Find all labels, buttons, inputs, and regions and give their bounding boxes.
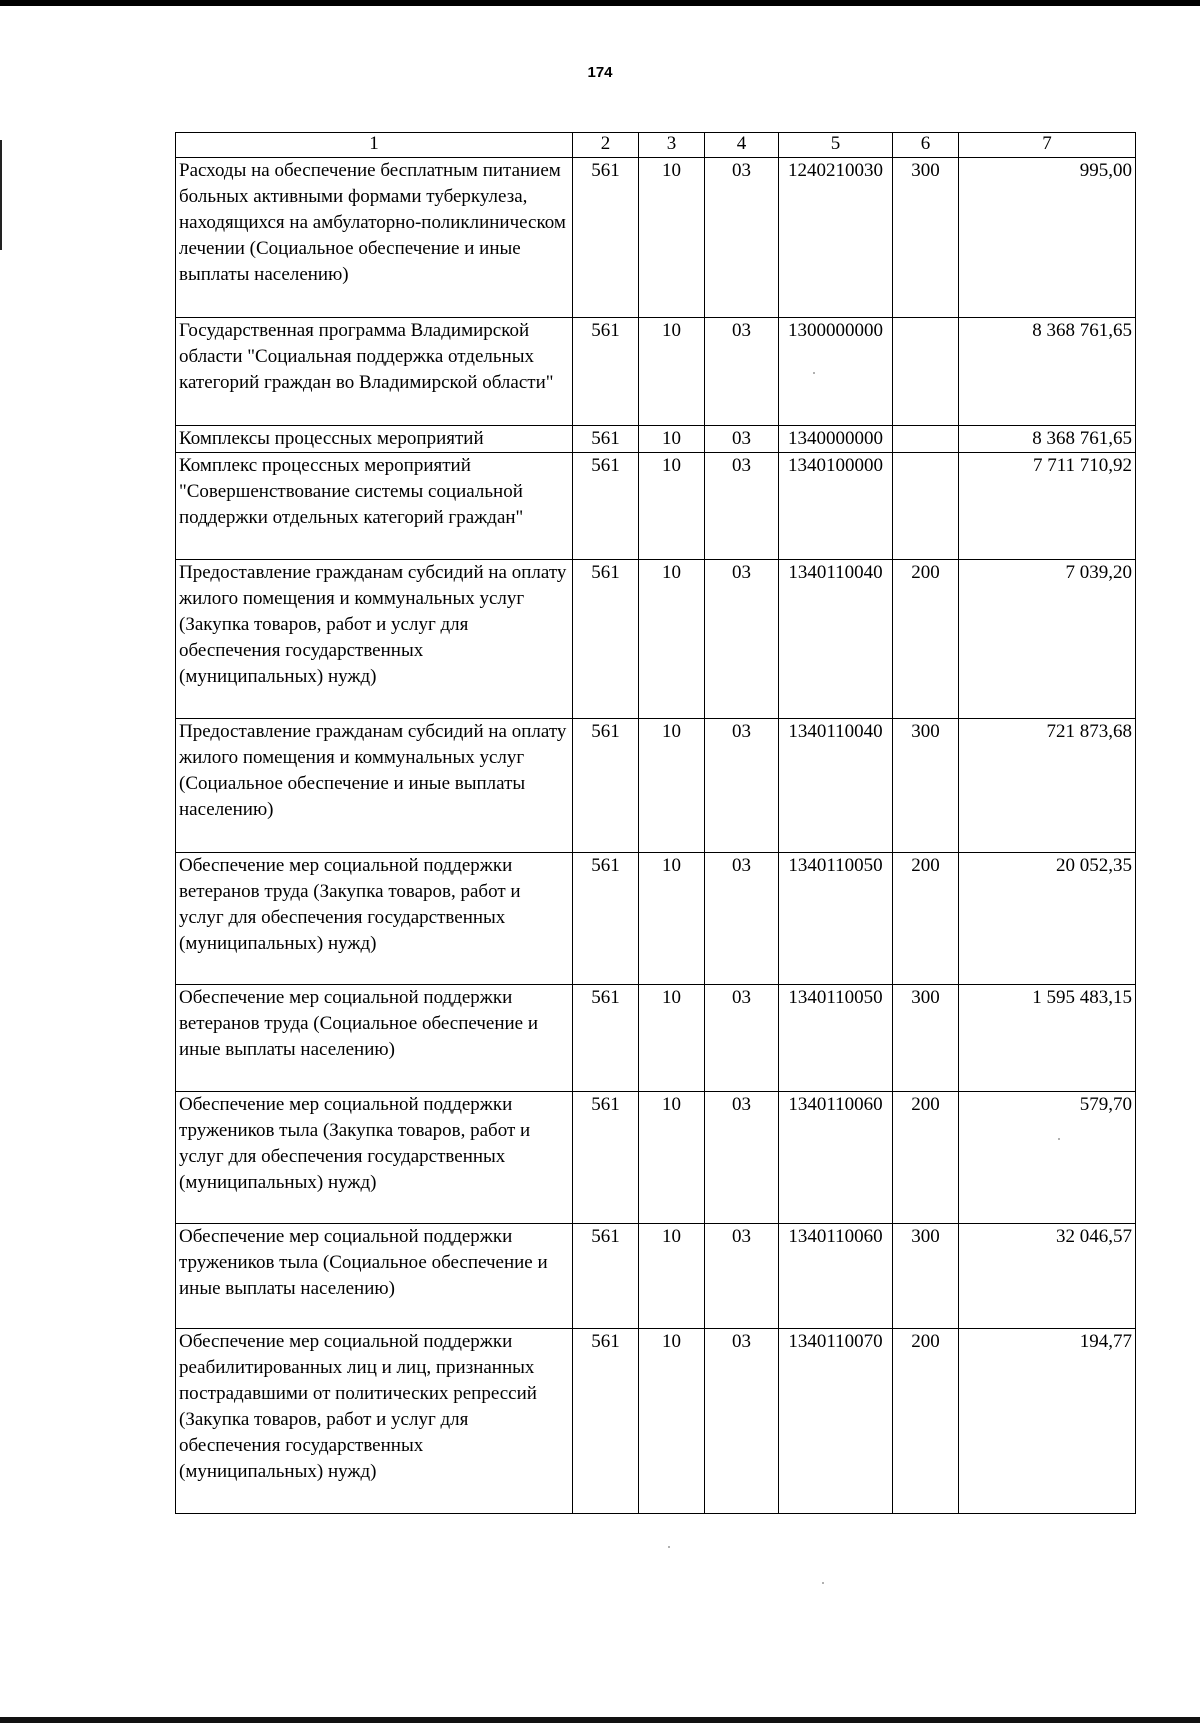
row-code-2: 561 xyxy=(573,426,639,453)
row-code-3: 10 xyxy=(639,1224,705,1329)
row-code-6 xyxy=(893,453,959,560)
row-code-5: 1340110050 xyxy=(779,853,893,985)
row-code-3: 10 xyxy=(639,853,705,985)
row-code-4: 03 xyxy=(705,853,779,985)
header-row xyxy=(176,133,1136,158)
table-row xyxy=(176,426,1136,453)
row-code-6: 300 xyxy=(893,985,959,1092)
row-amount: 721 873,68 xyxy=(959,719,1136,853)
row-name: Расходы на обеспечение бесплатным питанием больных активными формами туберкулеза, находящихся на амбулаторно-поликлиническом лечении (Социальное обеспечение и иные выплаты населению) xyxy=(176,158,573,318)
row-code-6: 200 xyxy=(893,1092,959,1224)
scan-speck xyxy=(822,1582,824,1584)
row-code-4: 03 xyxy=(705,985,779,1092)
row-amount: 8 368 761,65 xyxy=(959,318,1136,426)
row-amount: 32 046,57 xyxy=(959,1224,1136,1329)
row-code-4: 03 xyxy=(705,318,779,426)
row-name: Обеспечение мер социальной поддержки тружеников тыла (Закупка товаров, работ и услуг для обеспечения государственных (муниципальных) нужд) xyxy=(176,1092,573,1224)
row-code-2: 561 xyxy=(573,1224,639,1329)
row-name: Обеспечение мер социальной поддержки реабилитированных лиц и лиц, признанных пострадавшими от политических репрессий (Закупка товаров, работ и услуг для обеспечения государственных (муниципальных) нужд) xyxy=(176,1329,573,1514)
row-code-5: 1340110060 xyxy=(779,1224,893,1329)
row-code-3: 10 xyxy=(639,318,705,426)
row-code-5: 1240210030 xyxy=(779,158,893,318)
row-code-4: 03 xyxy=(705,1329,779,1514)
row-code-5: 1340110040 xyxy=(779,719,893,853)
row-amount: 20 052,35 xyxy=(959,853,1136,985)
row-code-6: 200 xyxy=(893,853,959,985)
row-code-3: 10 xyxy=(639,1329,705,1514)
row-code-2: 561 xyxy=(573,1329,639,1514)
row-code-2: 561 xyxy=(573,158,639,318)
row-code-5: 1340110050 xyxy=(779,985,893,1092)
table-row xyxy=(176,1092,1136,1224)
scan-border-bottom xyxy=(0,1717,1200,1723)
row-code-2: 561 xyxy=(573,853,639,985)
row-code-5: 1340110060 xyxy=(779,1092,893,1224)
row-code-5: 1340110040 xyxy=(779,560,893,719)
row-code-2: 561 xyxy=(573,985,639,1092)
page-number: 174 xyxy=(587,64,613,81)
row-amount: 8 368 761,65 xyxy=(959,426,1136,453)
row-name: Обеспечение мер социальной поддержки ветеранов труда (Закупка товаров, работ и услуг для обеспечения государственных (муниципальных) нужд) xyxy=(176,853,573,985)
row-amount: 995,00 xyxy=(959,158,1136,318)
row-name: Комплексы процессных мероприятий xyxy=(176,426,573,453)
header-col-5: 5 xyxy=(779,133,893,158)
row-name: Предоставление гражданам субсидий на оплату жилого помещения и коммунальных услуг (Закупка товаров, работ и услуг для обеспечения государственных (муниципальных) нужд) xyxy=(176,560,573,719)
row-code-5: 1340110070 xyxy=(779,1329,893,1514)
row-code-3: 10 xyxy=(639,719,705,853)
row-code-4: 03 xyxy=(705,719,779,853)
table-row xyxy=(176,560,1136,719)
row-amount: 194,77 xyxy=(959,1329,1136,1514)
row-code-6: 300 xyxy=(893,1224,959,1329)
row-code-4: 03 xyxy=(705,1092,779,1224)
row-amount: 1 595 483,15 xyxy=(959,985,1136,1092)
budget-table xyxy=(175,132,1136,1514)
table-row xyxy=(176,853,1136,985)
row-code-2: 561 xyxy=(573,318,639,426)
header-col-2: 2 xyxy=(573,133,639,158)
row-code-3: 10 xyxy=(639,453,705,560)
row-code-2: 561 xyxy=(573,453,639,560)
row-code-2: 561 xyxy=(573,560,639,719)
row-name: Государственная программа Владимирской области "Социальная поддержка отдельных категорий граждан во Владимирской области" xyxy=(176,318,573,426)
table-row xyxy=(176,1329,1136,1514)
table-row xyxy=(176,158,1136,318)
row-code-4: 03 xyxy=(705,453,779,560)
row-amount: 7 039,20 xyxy=(959,560,1136,719)
row-name: Обеспечение мер социальной поддержки ветеранов труда (Социальное обеспечение и иные выплаты населению) xyxy=(176,985,573,1092)
row-amount: 579,70 xyxy=(959,1092,1136,1224)
row-code-5: 1300000000 xyxy=(779,318,893,426)
header-col-3: 3 xyxy=(639,133,705,158)
table-row xyxy=(176,318,1136,426)
row-code-4: 03 xyxy=(705,1224,779,1329)
scan-edge-mark xyxy=(0,140,2,250)
row-code-6: 300 xyxy=(893,158,959,318)
row-amount: 7 711 710,92 xyxy=(959,453,1136,560)
row-code-3: 10 xyxy=(639,560,705,719)
row-code-3: 10 xyxy=(639,158,705,318)
row-code-3: 10 xyxy=(639,426,705,453)
row-code-3: 10 xyxy=(639,985,705,1092)
row-code-2: 561 xyxy=(573,1092,639,1224)
row-code-5: 1340000000 xyxy=(779,426,893,453)
row-code-4: 03 xyxy=(705,158,779,318)
scan-speck xyxy=(813,372,815,374)
row-code-6 xyxy=(893,318,959,426)
header-col-6: 6 xyxy=(893,133,959,158)
table-row xyxy=(176,985,1136,1092)
row-code-2: 561 xyxy=(573,719,639,853)
scan-speck xyxy=(668,1546,670,1548)
header-col-1: 1 xyxy=(176,133,573,158)
row-code-6 xyxy=(893,426,959,453)
header-col-4: 4 xyxy=(705,133,779,158)
row-code-3: 10 xyxy=(639,1092,705,1224)
row-code-6: 200 xyxy=(893,560,959,719)
row-code-4: 03 xyxy=(705,560,779,719)
row-code-6: 300 xyxy=(893,719,959,853)
row-code-5: 1340100000 xyxy=(779,453,893,560)
table-row xyxy=(176,453,1136,560)
row-code-6: 200 xyxy=(893,1329,959,1514)
scan-border-top xyxy=(0,0,1200,6)
table-row xyxy=(176,1224,1136,1329)
header-col-7: 7 xyxy=(959,133,1136,158)
scan-speck xyxy=(1058,1138,1060,1140)
table-row xyxy=(176,719,1136,853)
row-name: Предоставление гражданам субсидий на оплату жилого помещения и коммунальных услуг (Социальное обеспечение и иные выплаты населению) xyxy=(176,719,573,853)
row-name: Обеспечение мер социальной поддержки тружеников тыла (Социальное обеспечение и иные выплаты населению) xyxy=(176,1224,573,1329)
row-code-4: 03 xyxy=(705,426,779,453)
row-name: Комплекс процессных мероприятий "Совершенствование системы социальной поддержки отдельных категорий граждан" xyxy=(176,453,573,560)
